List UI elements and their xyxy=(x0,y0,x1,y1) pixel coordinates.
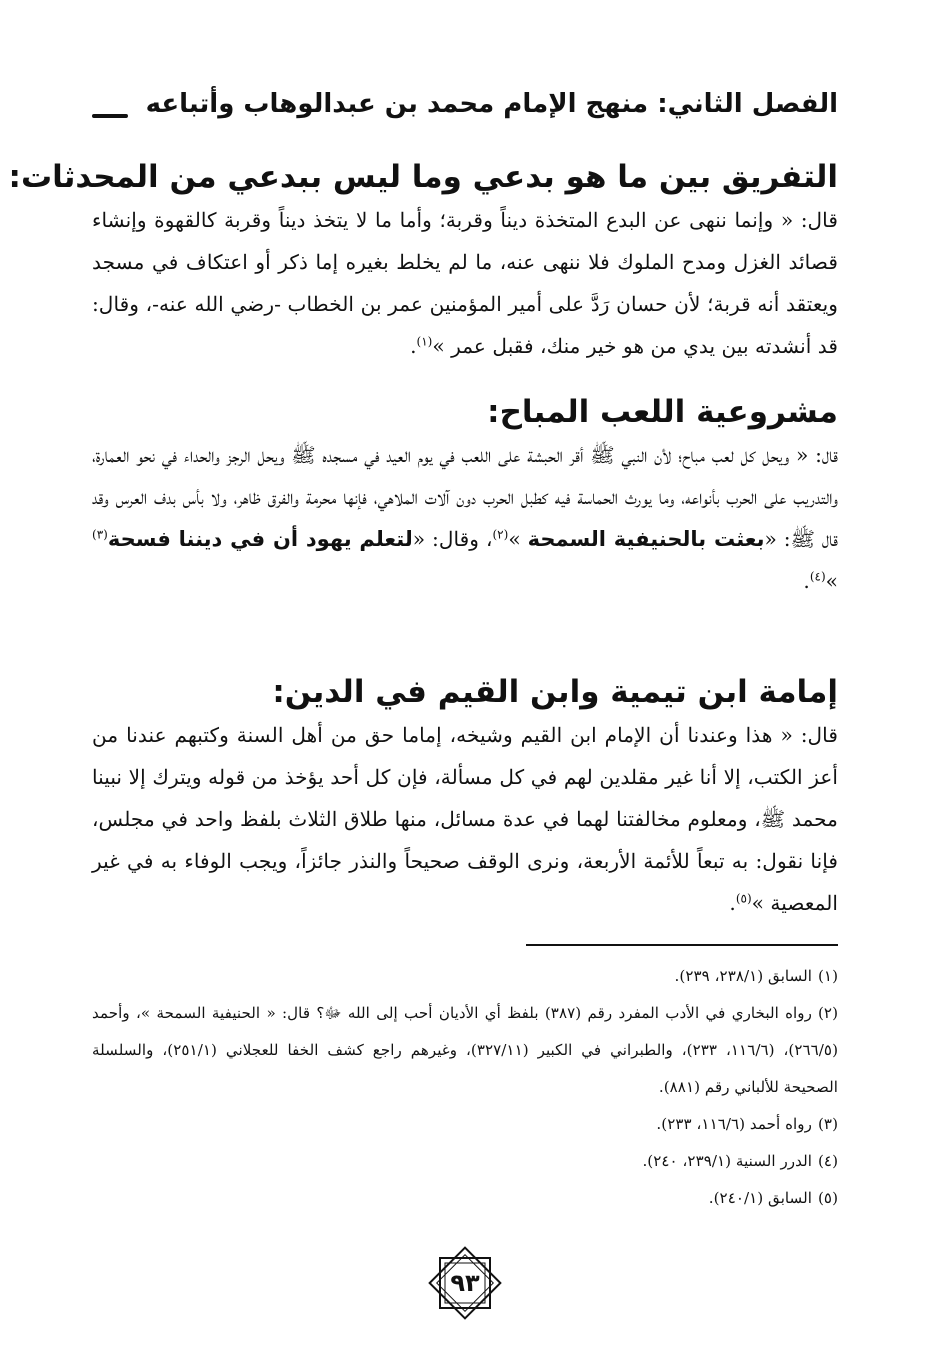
section-heading-imams: إمامة ابن تيمية وابن القيم في الدين: xyxy=(272,674,838,710)
footnote-text: رواه أحمد (١١٦/٦، ٢٣٣). xyxy=(656,1115,812,1133)
running-header xyxy=(92,82,838,126)
footnote-number: (٤) xyxy=(817,1152,838,1170)
footnote-number: (٥) xyxy=(817,1189,838,1207)
footnote-ref: (٤) xyxy=(809,569,826,584)
footnote-ref: (١) xyxy=(416,334,433,349)
paragraph-middle: ، وقال: « xyxy=(412,527,493,551)
page-number: ٩٣ xyxy=(450,1269,480,1297)
footnote-1 xyxy=(92,958,838,995)
footnote-4 xyxy=(92,1143,838,1180)
paragraph-imams xyxy=(92,714,838,924)
footnote-5 xyxy=(92,1180,838,1217)
footnote-ref: (٣) xyxy=(92,527,108,542)
footnote-text: السابق (٢٤٠/١). xyxy=(708,1189,812,1207)
paragraph-innovation xyxy=(92,199,838,367)
header-rule xyxy=(92,114,128,118)
paragraph-end: . xyxy=(410,334,417,358)
hadith-quote: لتعلم يهود أن في ديننا فسحة xyxy=(107,527,413,551)
footnote-text: السابق (٢٣٨/١، ٢٣٩). xyxy=(674,967,812,985)
footnote-ref: (٢) xyxy=(492,527,509,542)
footnote-number: (٢) xyxy=(817,1004,838,1022)
page-number-ornament xyxy=(421,1239,509,1327)
footnote-number: (١) xyxy=(817,967,838,985)
section-heading-play: مشروعية اللعب المباح: xyxy=(487,394,838,430)
chapter-title: الفصل الثاني: منهج الإمام محمد بن عبدالوهاب وأتباعه xyxy=(145,89,838,119)
footnote-2 xyxy=(92,995,838,1106)
footnotes xyxy=(92,958,838,1217)
footnote-text: الدرر السنية (٢٣٩/١، ٢٤٠). xyxy=(642,1152,812,1170)
footnote-3 xyxy=(92,1106,838,1143)
footnote-number: (٣) xyxy=(817,1115,838,1133)
paragraph-play: قال: « ويحل كل لعب مباح؛ لأن النبي ﷺ أقر الحبشة على اللعب في يوم العيد في مسجده ﷺ ويحل الرجز والحداء في نحو العمارة، والتدريب على الحرب بأنواعه، وما يورث الحماسة فيه كطبل الحرب دون آلات الملاهي، فإنها محرمة والفرق ظاهر، ولا بأس بدف العرس وقد قال ﷺ: «بعثت بالحنيفية السمحة »$^{(٢)}$، وقال: «لتعلم يهود أن في ديننا فسحة$^{(٣)}$ »$^{(٤)}$. xyxy=(92,443,838,593)
paragraph-end: . xyxy=(803,569,810,593)
paragraph-end: . xyxy=(729,891,736,915)
footnote-separator xyxy=(526,944,838,946)
paragraph-text: قال: « ويحل كل لعب مباح؛ لأن النبي ﷺ أقر الحبشة على اللعب في يوم العيد في مسجده ﷺ ويحل الرجز والحداء في نحو العمارة، والتدريب على الحرب بأنواعه، وما يورث الحماسة فيه كطبل الحرب دون آلات الملاهي، فإنها محرمة والفرق ظاهر، ولا بأس بدف العرس وقد قال ﷺ: « xyxy=(92,443,838,551)
paragraph-after: » xyxy=(825,569,838,593)
section-heading-innovation: التفريق بين ما هو بدعي وما ليس ببدعي من المحدثات: xyxy=(8,159,838,195)
footnote-ref: (٥) xyxy=(735,891,752,906)
footnote-text: رواه البخاري في الأدب المفرد رقم (٣٨٧) بلفظ أي الأديان أحب إلى الله ﷻ؟ قال: « الحنيفية السمحة »، وأحمد (٢٦٦/٥)، (١١٦/٦، ٢٣٣)، والطبراني في الكبير (٣٢٧/١١)، وغيرهم راجع كشف الخفا للعجلاني (٢٥١/١)، والسلسلة الصحيحة للألباني رقم (٨٨١). xyxy=(92,1004,838,1096)
hadith-quote: بعثت بالحنيفية السمحة xyxy=(527,527,765,551)
paragraph-text: قال: « هذا وعندنا أن الإمام ابن القيم وشيخه، إماما حق من أهل السنة وكتبهم عندنا من أعز الكتب، إلا أنا غير مقلدين لهم في كل مسألة، فإن كل أحد يؤخذ من قوله ويترك إلا نبينا محمد ﷺ، ومعلوم مخالفتنا لهما في عدة مسائل، منها طلاق الثلاث بلفظ واحد في مجلس، فإنا نقول: به تبعاً للأئمة الأربعة، ونرى الوقف صحيحاً والنذر جائزاً، ويجب الوفاء به في غير المعصية » xyxy=(92,723,838,915)
paragraph-text: قال: « وإنما ننهى عن البدع المتخذة ديناً وقربة؛ وأما ما لا يتخذ ديناً وقربة كالقهوة وإنشاء قصائد الغزل ومدح الملوك فلا ننهى عنه، ما لم يخلط بغيره إما ذكر أو اعتكاف في مسجد ويعتقد أنه قربة؛ لأن حسان رَدَّ على أمير المؤمنين عمر بن الخطاب -رضي الله عنه-، وقال: قد أنشدته بين يدي من هو خير منك، فقبل عمر » xyxy=(92,208,838,358)
